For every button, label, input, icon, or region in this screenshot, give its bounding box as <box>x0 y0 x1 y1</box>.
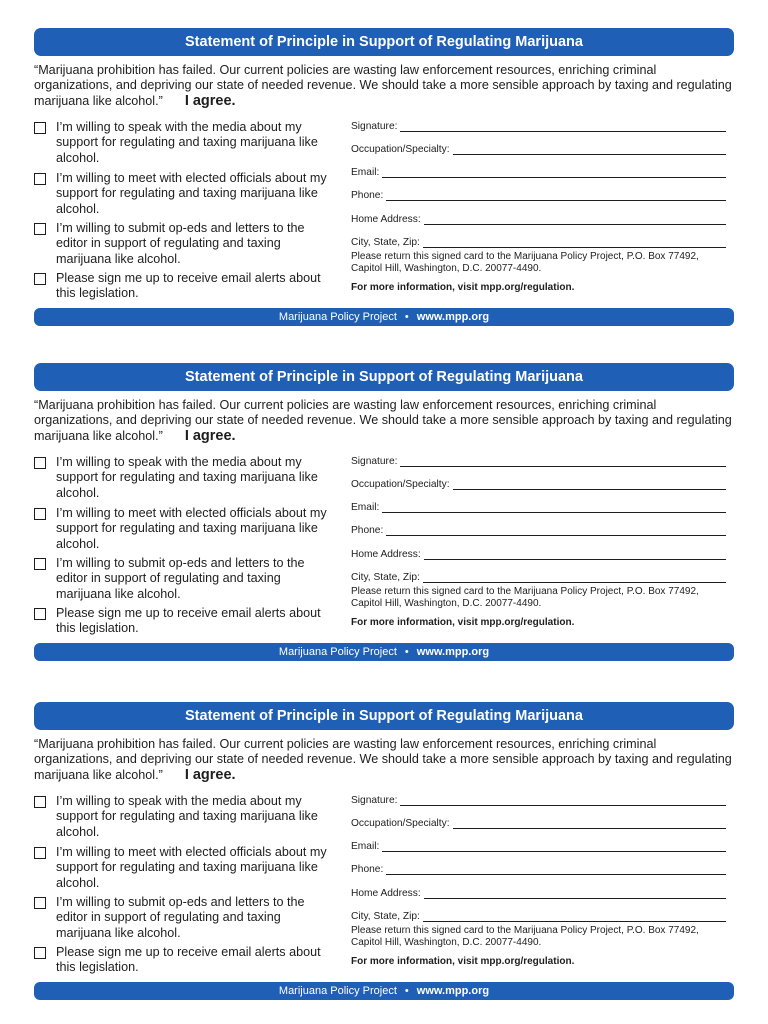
field-label: City, State, Zip: <box>351 911 420 922</box>
checkbox-item-officials[interactable] <box>34 845 338 891</box>
checkbox[interactable] <box>34 897 46 909</box>
checkbox-label: I’m willing to speak with the media about my support for regulating and taxing marijuana like alcohol. <box>56 455 318 500</box>
city-state-zip-field[interactable] <box>351 567 726 583</box>
footer-url-link[interactable]: www.mpp.org <box>416 985 490 997</box>
city-state-zip-field[interactable] <box>351 906 726 922</box>
pledge-card <box>34 363 734 665</box>
checkbox[interactable] <box>34 122 46 134</box>
checkbox[interactable] <box>34 508 46 520</box>
checkbox-item-email-alerts[interactable] <box>34 945 338 976</box>
footer-bullet: • <box>404 646 409 658</box>
statement-text <box>34 398 734 444</box>
field-line[interactable] <box>423 570 726 583</box>
phone-field[interactable] <box>351 185 726 201</box>
checkbox-label: I’m willing to meet with elected officials about my support for regulating and taxing marijuana like alcohol. <box>56 506 327 551</box>
field-line[interactable] <box>382 839 726 852</box>
checkbox-label: I’m willing to speak with the media about my support for regulating and taxing marijuana like alcohol. <box>56 794 318 839</box>
field-line[interactable] <box>386 862 726 875</box>
field-line[interactable] <box>382 500 726 513</box>
footer-bullet: • <box>404 985 409 997</box>
checkbox[interactable] <box>34 457 46 469</box>
field-label: Occupation/Specialty: <box>351 144 450 155</box>
signature-field[interactable] <box>351 116 726 132</box>
field-label: Occupation/Specialty: <box>351 818 450 829</box>
field-label: Phone: <box>351 525 384 536</box>
phone-field[interactable] <box>351 859 726 875</box>
field-line[interactable] <box>423 235 726 248</box>
card-title: Statement of Principle in Support of Regulating Marijuana <box>34 28 734 56</box>
footer-org: Marijuana Policy Project <box>278 646 397 658</box>
field-label: Email: <box>351 167 380 178</box>
card-title: Statement of Principle in Support of Regulating Marijuana <box>34 702 734 730</box>
checkbox-label: Please sign me up to receive email alerts about this legislation. <box>56 271 321 301</box>
pledge-card <box>34 28 734 330</box>
statement-text <box>34 737 734 783</box>
checkbox[interactable] <box>34 173 46 185</box>
occupation-field[interactable] <box>351 813 726 829</box>
return-note: Please return this signed card to the Marijuana Policy Project, P.O. Box 77492, Capitol Hill, Washington, D.C. 20077-4490. <box>351 925 699 949</box>
field-label: Occupation/Specialty: <box>351 479 450 490</box>
checkbox[interactable] <box>34 608 46 620</box>
field-label: Signature: <box>351 121 398 132</box>
pledge-card <box>34 702 734 1004</box>
field-line[interactable] <box>453 816 726 829</box>
checkbox-label: I’m willing to meet with elected officials about my support for regulating and taxing marijuana like alcohol. <box>56 845 327 890</box>
phone-field[interactable] <box>351 520 726 536</box>
return-note: Please return this signed card to the Marijuana Policy Project, P.O. Box 77492, Capitol Hill, Washington, D.C. 20077-4490. <box>351 251 699 275</box>
city-state-zip-field[interactable] <box>351 232 726 248</box>
checkbox-item-op-eds[interactable] <box>34 221 338 267</box>
statement-text <box>34 63 734 109</box>
checkbox[interactable] <box>34 223 46 235</box>
email-field[interactable] <box>351 497 726 513</box>
field-label: Email: <box>351 502 380 513</box>
field-label: Signature: <box>351 456 398 467</box>
checkbox-label: I’m willing to speak with the media about my support for regulating and taxing marijuana like alcohol. <box>56 120 318 165</box>
field-line[interactable] <box>400 119 726 132</box>
checkbox-label: I’m willing to meet with elected officials about my support for regulating and taxing marijuana like alcohol. <box>56 171 327 216</box>
field-label: Email: <box>351 841 380 852</box>
field-line[interactable] <box>382 165 726 178</box>
home-address-field[interactable] <box>351 544 726 560</box>
checkbox-item-media[interactable] <box>34 794 338 840</box>
field-line[interactable] <box>386 188 726 201</box>
checkbox-item-media[interactable] <box>34 455 338 501</box>
agree-label: I agree. <box>184 766 236 783</box>
home-address-field[interactable] <box>351 209 726 225</box>
field-line[interactable] <box>453 142 726 155</box>
checkbox-item-officials[interactable] <box>34 171 338 217</box>
checkbox-item-op-eds[interactable] <box>34 895 338 941</box>
checkbox-item-email-alerts[interactable] <box>34 606 338 637</box>
footer-org: Marijuana Policy Project <box>278 985 397 997</box>
agree-label: I agree. <box>184 92 236 109</box>
signature-field[interactable] <box>351 790 726 806</box>
signature-field[interactable] <box>351 451 726 467</box>
email-field[interactable] <box>351 836 726 852</box>
field-label: Home Address: <box>351 888 421 899</box>
statement-quote: “Marijuana prohibition has failed. Our current policies are wasting law enforcement resources, enriching criminal organizations, and depriving our state of needed revenue. We should take a more sensible approach by taxing and regulating marijuana like alcohol.” <box>34 63 732 108</box>
occupation-field[interactable] <box>351 139 726 155</box>
field-label: Home Address: <box>351 549 421 560</box>
field-line[interactable] <box>386 523 726 536</box>
footer-url-link[interactable]: www.mpp.org <box>416 311 490 323</box>
checkbox-label: I’m willing to submit op-eds and letters to the editor in support of regulating and taxing marijuana like alcohol. <box>56 556 305 601</box>
statement-quote: “Marijuana prohibition has failed. Our current policies are wasting law enforcement resources, enriching criminal organizations, and depriving our state of needed revenue. We should take a more sensible approach by taxing and regulating marijuana like alcohol.” <box>34 398 732 443</box>
footer-bar <box>34 643 734 661</box>
field-label: City, State, Zip: <box>351 237 420 248</box>
field-line[interactable] <box>400 454 726 467</box>
field-line[interactable] <box>423 909 726 922</box>
field-line[interactable] <box>424 212 726 225</box>
more-info: For more information, visit mpp.org/regulation. <box>351 956 575 967</box>
checkbox[interactable] <box>34 558 46 570</box>
occupation-field[interactable] <box>351 474 726 490</box>
checkbox-label: I’m willing to submit op-eds and letters to the editor in support of regulating and taxing marijuana like alcohol. <box>56 895 305 940</box>
card-title: Statement of Principle in Support of Regulating Marijuana <box>34 363 734 391</box>
field-line[interactable] <box>453 477 726 490</box>
checkbox-item-media[interactable] <box>34 120 338 166</box>
footer-bar <box>34 308 734 326</box>
checkbox[interactable] <box>34 273 46 285</box>
field-label: Home Address: <box>351 214 421 225</box>
field-line[interactable] <box>400 793 726 806</box>
checkbox[interactable] <box>34 847 46 859</box>
checkbox-item-op-eds[interactable] <box>34 556 338 602</box>
field-line[interactable] <box>424 547 726 560</box>
checkbox-label: Please sign me up to receive email alerts about this legislation. <box>56 945 321 975</box>
checkbox[interactable] <box>34 796 46 808</box>
more-info: For more information, visit mpp.org/regulation. <box>351 617 575 628</box>
statement-quote: “Marijuana prohibition has failed. Our current policies are wasting law enforcement resources, enriching criminal organizations, and depriving our state of needed revenue. We should take a more sensible approach by taxing and regulating marijuana like alcohol.” <box>34 737 732 782</box>
checkbox-item-officials[interactable] <box>34 506 338 552</box>
footer-url-link[interactable]: www.mpp.org <box>416 646 490 658</box>
field-line[interactable] <box>424 886 726 899</box>
footer-org: Marijuana Policy Project <box>278 311 397 323</box>
field-label: Signature: <box>351 795 398 806</box>
checkbox-label: I’m willing to submit op-eds and letters to the editor in support of regulating and taxing marijuana like alcohol. <box>56 221 305 266</box>
footer-bar <box>34 982 734 1000</box>
home-address-field[interactable] <box>351 883 726 899</box>
return-note: Please return this signed card to the Marijuana Policy Project, P.O. Box 77492, Capitol Hill, Washington, D.C. 20077-4490. <box>351 586 699 610</box>
checkbox[interactable] <box>34 947 46 959</box>
agree-label: I agree. <box>184 427 236 444</box>
field-label: City, State, Zip: <box>351 572 420 583</box>
checkbox-item-email-alerts[interactable] <box>34 271 338 302</box>
field-label: Phone: <box>351 190 384 201</box>
field-label: Phone: <box>351 864 384 875</box>
footer-bullet: • <box>404 311 409 323</box>
email-field[interactable] <box>351 162 726 178</box>
more-info: For more information, visit mpp.org/regulation. <box>351 282 575 293</box>
checkbox-label: Please sign me up to receive email alerts about this legislation. <box>56 606 321 636</box>
